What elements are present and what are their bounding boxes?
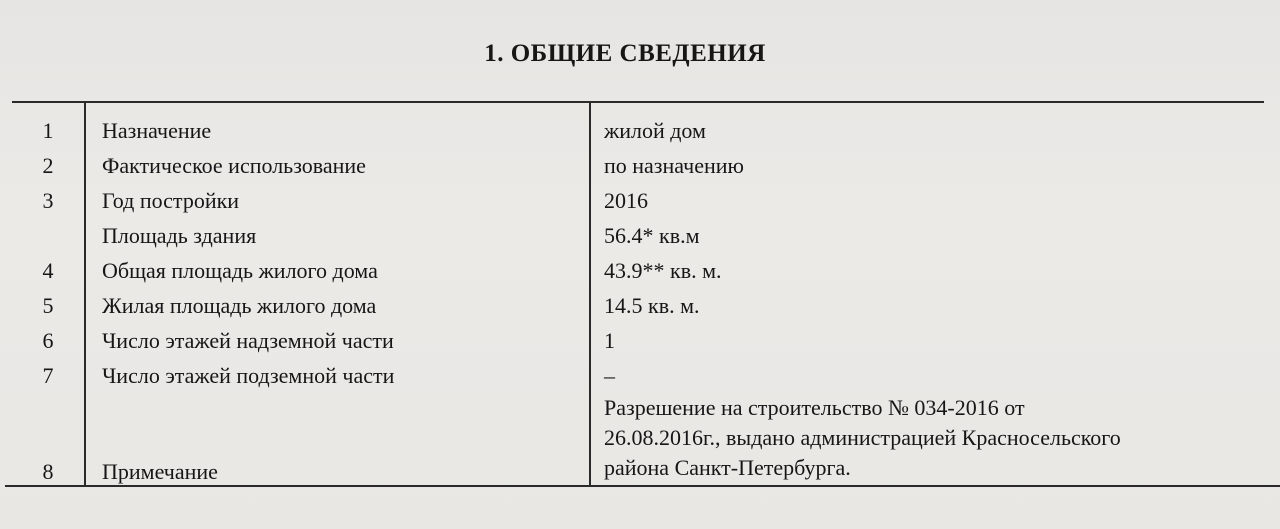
row-value: 2016	[604, 188, 648, 213]
row-label: Фактическое использование	[102, 153, 366, 178]
row-number: 3	[42, 188, 54, 213]
row-label: Примечание	[102, 459, 218, 484]
row-number: 6	[42, 328, 54, 353]
row-label: Число этажей подземной части	[102, 363, 395, 388]
note-line: 26.08.2016г., выдано администрацией Красносельского	[604, 425, 1121, 450]
table-row	[0, 148, 1280, 183]
row-number: 2	[42, 153, 54, 178]
section-title: 1. ОБЩИЕ СВЕДЕНИЯ	[484, 40, 766, 67]
row-value: –	[604, 363, 615, 388]
table-row	[0, 113, 1280, 148]
note-value	[604, 393, 1264, 483]
table-row	[0, 323, 1280, 358]
row-value: 14.5 кв. м.	[604, 293, 700, 318]
row-label: Площадь здания	[102, 223, 257, 248]
row-value: по назначению	[604, 153, 744, 178]
row-number: 4	[42, 258, 54, 283]
row-label: Число этажей надземной части	[102, 328, 394, 353]
note-line: района Санкт-Петербурга.	[604, 455, 851, 480]
table-bottom-border	[5, 485, 1280, 487]
note-line: Разрешение на строительство № 034-2016 от	[604, 395, 1025, 420]
row-value: 43.9** кв. м.	[604, 258, 722, 283]
table-top-border	[12, 101, 1264, 103]
row-label: Год постройки	[102, 188, 240, 213]
row-label: Общая площадь жилого дома	[102, 258, 378, 283]
row-value: 56.4* кв.м	[604, 223, 700, 248]
row-number: 1	[42, 118, 54, 143]
row-value: 1	[604, 328, 615, 353]
row-number: 7	[42, 363, 54, 388]
row-value: жилой дом	[604, 118, 706, 143]
row-label: Назначение	[102, 118, 212, 143]
table-row	[0, 358, 1280, 393]
row-label: Жилая площадь жилого дома	[102, 293, 377, 318]
table-row	[0, 183, 1280, 218]
row-number: 8	[42, 459, 54, 484]
table-row	[0, 288, 1280, 323]
row-number: 5	[42, 293, 54, 318]
table-row	[0, 253, 1280, 288]
table-row	[0, 218, 1280, 253]
